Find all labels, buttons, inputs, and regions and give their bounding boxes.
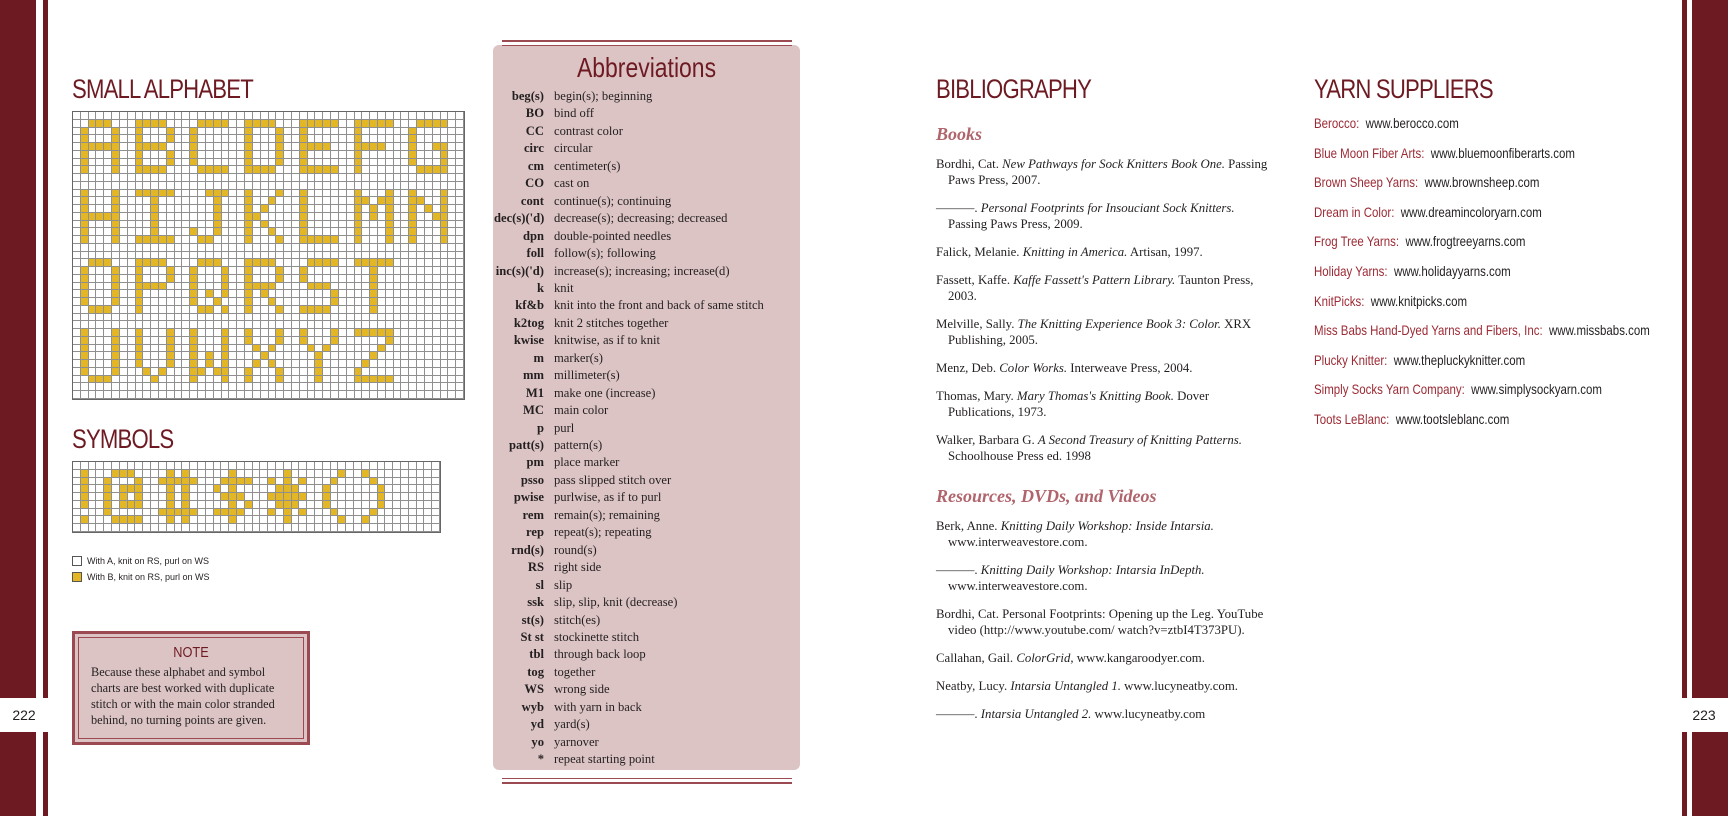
abbreviation-term: rnd(s)	[511, 542, 544, 557]
abbreviation-meaning: begin(s); beginning	[554, 89, 653, 103]
abbreviation-row	[494, 315, 794, 333]
entry-author: Bordhi, Cat.	[936, 157, 1003, 171]
bibliography-entry	[936, 272, 1276, 304]
abbreviation-term: yd	[530, 717, 544, 732]
supplier-name: Dream in Color:	[1314, 203, 1395, 220]
supplier-url[interactable]: www.dreamincoloryarn.com	[1400, 203, 1542, 220]
abbreviation-term: patt(s)	[509, 438, 544, 452]
abbreviation-term: kf&b	[515, 298, 544, 313]
note-title: NOTE	[173, 644, 209, 661]
entry-title: Knitting Daily Workshop: Intarsia InDepth.	[980, 563, 1205, 577]
abbreviation-row	[494, 629, 794, 647]
entry-details: Interweave Press, 2004.	[1067, 361, 1193, 375]
supplier-url[interactable]: www.knitpicks.com	[1370, 292, 1468, 309]
abbreviation-term: m	[533, 350, 544, 365]
abbreviation-row	[494, 350, 794, 368]
supplier-name: Miss Babs Hand-Dyed Yarns and Fibers, Inc:	[1314, 322, 1543, 339]
supplier-url[interactable]: www.tootsleblanc.com	[1395, 411, 1510, 427]
abbreviation-term: RS	[527, 560, 544, 575]
entry-title: Kaffe Fassett's Pattern Library.	[1013, 273, 1176, 287]
entry-title: Mary Thomas's Knitting Book.	[1016, 389, 1174, 403]
abbreviation-term: wyb	[521, 699, 544, 714]
abbreviation-row	[494, 210, 794, 228]
entry-author: Falick, Melanie.	[936, 245, 1023, 259]
abbreviation-row	[494, 472, 794, 490]
supplier-name: Plucky Knitter:	[1314, 351, 1388, 368]
entry-details: Passing Paws Press, 2009.	[948, 217, 1083, 231]
abbreviation-term: inc(s)('d)	[495, 263, 544, 278]
abbreviation-row	[494, 751, 794, 769]
abbreviation-term: pm	[526, 455, 544, 470]
abbreviation-row	[494, 263, 794, 281]
entry-author: Walker, Barbara G.	[936, 433, 1038, 447]
abbreviation-term: dpn	[522, 228, 544, 243]
note-text: Because these alphabet and symbol charts are best worked with duplicate stitch or with the main color stranded behind, no turning points are given.	[91, 665, 275, 727]
supplier-name: Simply Socks Yarn Company:	[1314, 381, 1465, 398]
entry-details: www.interweavestore.com.	[948, 579, 1088, 593]
abbreviation-meaning: remain(s); remaining	[554, 507, 660, 522]
supplier-name: KnitPicks:	[1314, 292, 1365, 309]
abbreviation-meaning: knitwise, as if to knit	[554, 333, 660, 348]
supplier-url[interactable]: www.berocco.com	[1365, 115, 1459, 131]
abbreviation-row	[494, 437, 794, 455]
page-number-left: 222	[0, 698, 48, 732]
entry-details: Taunton Press, 2003.	[948, 273, 1254, 303]
abbreviation-term: foll	[526, 246, 544, 261]
abbreviation-term: psso	[520, 472, 544, 487]
abbreviation-term: cont	[520, 193, 544, 208]
entry-details: Passing Paws Press, 2007.	[948, 157, 1268, 187]
bibliography-entry	[936, 360, 1276, 376]
entry-title: Personal Footprints for Insouciant Sock Knitters.	[980, 201, 1235, 215]
entry-author: Neatby, Lucy.	[936, 679, 1011, 693]
abbreviation-term: M1	[525, 385, 544, 400]
abbreviation-row	[494, 140, 794, 158]
abbreviation-row	[494, 420, 794, 438]
abbreviation-term: k2tog	[513, 315, 544, 330]
abbreviation-term: rem	[522, 507, 544, 522]
bottom-rule	[502, 782, 792, 784]
entry-details: www.interweavestore.com.	[948, 535, 1088, 549]
bibliography-entry	[936, 606, 1276, 638]
abbreviation-meaning: stockinette stitch	[554, 629, 639, 644]
abbreviation-meaning: pattern(s)	[554, 438, 603, 452]
books-list	[936, 156, 1276, 476]
abbreviation-meaning: repeat starting point	[554, 752, 655, 767]
abbreviation-term: BO	[525, 106, 544, 121]
abbreviation-row	[494, 699, 794, 717]
abbreviation-term: yo	[531, 734, 544, 749]
abbreviation-row	[494, 559, 794, 577]
abbreviation-row	[494, 681, 794, 699]
abbreviation-meaning: wrong side	[554, 682, 610, 697]
abbreviation-row	[494, 123, 794, 141]
abbreviation-meaning: pass slipped stitch over	[554, 472, 672, 487]
abbreviation-row	[494, 524, 794, 542]
abbreviation-meaning: knit into the front and back of same stitch	[554, 298, 764, 313]
abbreviation-term: rep	[526, 525, 544, 540]
supplier-item	[1314, 381, 1602, 397]
abbreviation-term: pwise	[513, 490, 544, 505]
abbreviation-row	[494, 297, 794, 315]
top-rule-thin	[502, 45, 792, 46]
left-border-stripe	[0, 0, 36, 816]
abbreviation-meaning: purlwise, as if to purl	[554, 490, 662, 505]
abbreviation-term: ssk	[527, 595, 544, 610]
supplier-item	[1314, 411, 1509, 427]
bibliography-entry	[936, 388, 1276, 420]
bibliography-entry	[936, 518, 1276, 550]
abbreviation-term: k	[536, 280, 544, 295]
abbreviation-meaning: round(s)	[554, 542, 597, 557]
bibliography-entry	[936, 244, 1276, 260]
abbreviation-term: mm	[523, 368, 544, 383]
abbreviation-meaning: slip	[554, 577, 573, 592]
abbreviation-row	[494, 507, 794, 525]
supplier-url[interactable]: www.missbabs.com	[1549, 322, 1650, 339]
entry-author: ———.	[936, 707, 981, 721]
abbreviation-row	[494, 332, 794, 350]
supplier-item	[1314, 115, 1459, 131]
supplier-item	[1314, 233, 1525, 249]
entry-details: XRX Publishing, 2005.	[948, 317, 1252, 347]
abbreviation-row	[494, 646, 794, 664]
abbreviation-meaning: follow(s); following	[554, 246, 656, 261]
abbreviation-meaning: circular	[554, 141, 593, 156]
small-alphabet-title: SMALL ALPHABET	[72, 74, 253, 104]
entry-details: www.lucyneatby.com.	[1120, 679, 1238, 693]
gold-swatch-icon	[72, 572, 82, 582]
entry-details: Schoolhouse Press ed. 1998	[948, 449, 1091, 463]
abbreviation-row	[494, 489, 794, 507]
abbreviations-title: Abbreviations	[576, 52, 717, 83]
symbols-title: SYMBOLS	[72, 424, 174, 454]
supplier-url[interactable]: www.simplysockyarn.com	[1471, 381, 1602, 398]
entry-details: YouTube video (http://www.youtube.com/ watch?v=ztbI4T373PU).	[948, 607, 1264, 637]
supplier-item	[1314, 322, 1650, 338]
books-subtitle: Books	[936, 124, 983, 144]
abbreviation-term: MC	[523, 403, 544, 418]
abbreviation-meaning: together	[554, 664, 596, 679]
supplier-name: Holiday Yarns:	[1314, 263, 1388, 279]
entry-title: Knitting in America.	[1022, 245, 1128, 259]
abbreviation-row	[494, 280, 794, 298]
bibliography-entry	[936, 650, 1276, 666]
abbreviation-row	[494, 158, 794, 176]
abbreviation-row	[494, 454, 794, 472]
left-border-line	[43, 0, 48, 816]
alphabet-chart	[72, 111, 465, 400]
abbreviation-term: beg(s)	[511, 89, 544, 103]
entry-author: Thomas, Mary.	[936, 389, 1017, 403]
supplier-item	[1314, 145, 1575, 161]
legend-item-b: With B, knit on RS, purl on WS	[72, 572, 210, 582]
abbreviation-meaning: stitch(es)	[554, 612, 601, 627]
abbreviation-row	[494, 105, 794, 123]
abbreviation-row	[494, 402, 794, 420]
abbreviation-term: sl	[535, 577, 544, 592]
entry-details: Artisan, 1997.	[1127, 245, 1203, 259]
abbreviation-meaning: centimeter(s)	[554, 158, 621, 173]
supplier-url[interactable]: www.frogtreeyarns.com	[1405, 233, 1526, 250]
abbreviation-meaning: main color	[554, 403, 609, 418]
supplier-url[interactable]: www.holidayyarns.com	[1393, 263, 1511, 279]
resources-list	[936, 518, 1276, 734]
page-number-right: 223	[1680, 698, 1728, 732]
entry-title: Intarsia Untangled 2.	[980, 707, 1092, 721]
symbols-chart	[72, 461, 441, 533]
entry-author: ———.	[936, 563, 981, 577]
bibliography-entry	[936, 200, 1276, 232]
abbreviation-row	[494, 88, 794, 106]
entry-author: ———.	[936, 201, 981, 215]
abbreviation-row	[494, 716, 794, 734]
supplier-item	[1314, 352, 1525, 368]
entry-title: New Pathways for Sock Knitters Book One.	[1002, 157, 1225, 171]
bibliography-entry	[936, 156, 1276, 188]
entry-details: www.lucyneatby.com	[1091, 707, 1206, 721]
abbreviation-meaning: make one (increase)	[554, 385, 656, 400]
supplier-name: Brown Sheep Yarns:	[1314, 174, 1419, 191]
abbreviation-term: st(s)	[521, 612, 544, 627]
abbreviation-term: St st	[520, 629, 544, 644]
supplier-name: Toots LeBlanc:	[1314, 411, 1390, 427]
abbreviation-term: cm	[527, 158, 544, 173]
abbreviation-meaning: knit	[554, 280, 574, 295]
abbreviation-term: circ	[523, 141, 544, 156]
supplier-name: Frog Tree Yarns:	[1314, 233, 1400, 250]
abbreviation-meaning: knit 2 stitches together	[554, 315, 669, 330]
top-rule	[502, 40, 792, 42]
bibliography-entry	[936, 562, 1276, 594]
abbreviation-row	[494, 664, 794, 682]
abbreviation-term: tog	[527, 664, 544, 679]
entry-author: Fassett, Kaffe.	[936, 273, 1014, 287]
right-border-stripe	[1692, 0, 1728, 816]
abbreviation-term: dec(s)('d)	[494, 211, 545, 226]
entry-title: The Knitting Experience Book 3: Color.	[1017, 317, 1221, 331]
supplier-name: Blue Moon Fiber Arts:	[1314, 144, 1425, 161]
bibliography-title: BIBLIOGRAPHY	[936, 74, 1092, 104]
abbreviation-term: p	[536, 420, 544, 435]
abbreviation-meaning: right side	[554, 560, 602, 575]
abbreviation-row	[494, 193, 794, 211]
entry-title: Knitting Daily Workshop: Inside Intarsia.	[1000, 519, 1214, 533]
entry-title: ColorGrid,	[1016, 651, 1074, 665]
entry-author: Callahan, Gail.	[936, 651, 1017, 665]
abbreviation-row	[494, 228, 794, 246]
entry-author: Bordhi, Cat. Personal Footprints: Opening up the Leg.	[936, 607, 1217, 621]
abbreviation-meaning: yarnover	[554, 734, 599, 749]
abbreviation-meaning: continue(s); continuing	[554, 193, 672, 208]
abbreviation-meaning: purl	[554, 420, 575, 435]
bibliography-entry	[936, 316, 1276, 348]
abbreviation-meaning: slip, slip, knit (decrease)	[554, 595, 678, 610]
abbreviation-row	[494, 245, 794, 263]
abbreviation-term: tbl	[529, 647, 544, 662]
supplier-item	[1314, 204, 1542, 220]
right-border-line	[1682, 0, 1687, 816]
abbreviation-meaning: increase(s); increasing; increase(d)	[554, 263, 730, 278]
entry-title: A Second Treasury of Knitting Patterns.	[1037, 433, 1242, 447]
abbreviation-row	[494, 175, 794, 193]
abbreviation-term: WS	[524, 682, 544, 697]
abbreviation-row	[494, 385, 794, 403]
entry-details: www.kangaroodyer.com.	[1073, 651, 1205, 665]
white-swatch-icon	[72, 556, 82, 566]
abbreviation-meaning: bind off	[554, 106, 594, 121]
bottom-rule-thin	[502, 778, 792, 779]
abbreviation-meaning: double-pointed needles	[554, 228, 672, 243]
abbreviation-meaning: place marker	[554, 455, 620, 470]
yarn-suppliers-title: YARN SUPPLIERS	[1314, 74, 1493, 104]
abbreviation-meaning: decrease(s); decreasing; decreased	[554, 211, 728, 226]
bibliography-entry	[936, 678, 1276, 694]
entry-title: Intarsia Untangled 1.	[1010, 679, 1121, 693]
supplier-item	[1314, 174, 1539, 190]
abbreviation-term: kwise	[513, 333, 544, 348]
bibliography-entry	[936, 432, 1276, 464]
supplier-item	[1314, 293, 1467, 309]
supplier-name: Berocco:	[1314, 115, 1360, 131]
resources-subtitle: Resources, DVDs, and Videos	[936, 486, 1157, 506]
entry-title: Color Works.	[999, 361, 1068, 375]
entry-author: Menz, Deb.	[936, 361, 1000, 375]
abbreviation-meaning: cast on	[554, 176, 590, 191]
abbreviation-term: CO	[525, 176, 544, 191]
abbreviation-meaning: millimeter(s)	[554, 368, 620, 383]
abbreviation-meaning: through back loop	[554, 647, 646, 662]
abbreviation-meaning: with yarn in back	[554, 699, 642, 714]
supplier-url[interactable]: www.brownsheep.com	[1424, 174, 1540, 191]
entry-author: Berk, Anne.	[936, 519, 1001, 533]
abbreviation-meaning: marker(s)	[554, 350, 603, 365]
bibliography-entry	[936, 706, 1276, 722]
supplier-item	[1314, 263, 1511, 279]
abbreviation-row	[494, 367, 794, 385]
abbreviation-row	[494, 612, 794, 630]
legend-item-a: With A, knit on RS, purl on WS	[72, 556, 209, 566]
abbreviation-meaning: contrast color	[554, 123, 623, 138]
note-box	[72, 631, 310, 745]
abbreviation-row	[494, 542, 794, 560]
supplier-url[interactable]: www.bluemoonfiberarts.com	[1430, 144, 1575, 161]
abbreviation-meaning: repeat(s); repeating	[554, 525, 652, 540]
abbreviation-meaning: yard(s)	[554, 717, 590, 732]
abbreviation-term: CC	[525, 123, 544, 138]
entry-details: Dover Publications, 1973.	[948, 389, 1210, 419]
entry-author: Melville, Sally.	[936, 317, 1018, 331]
abbreviation-row	[494, 577, 794, 595]
abbreviation-term: *	[537, 752, 544, 767]
abbreviation-row	[494, 594, 794, 612]
abbreviation-row	[494, 734, 794, 752]
supplier-url[interactable]: www.thepluckyknitter.com	[1393, 351, 1526, 368]
